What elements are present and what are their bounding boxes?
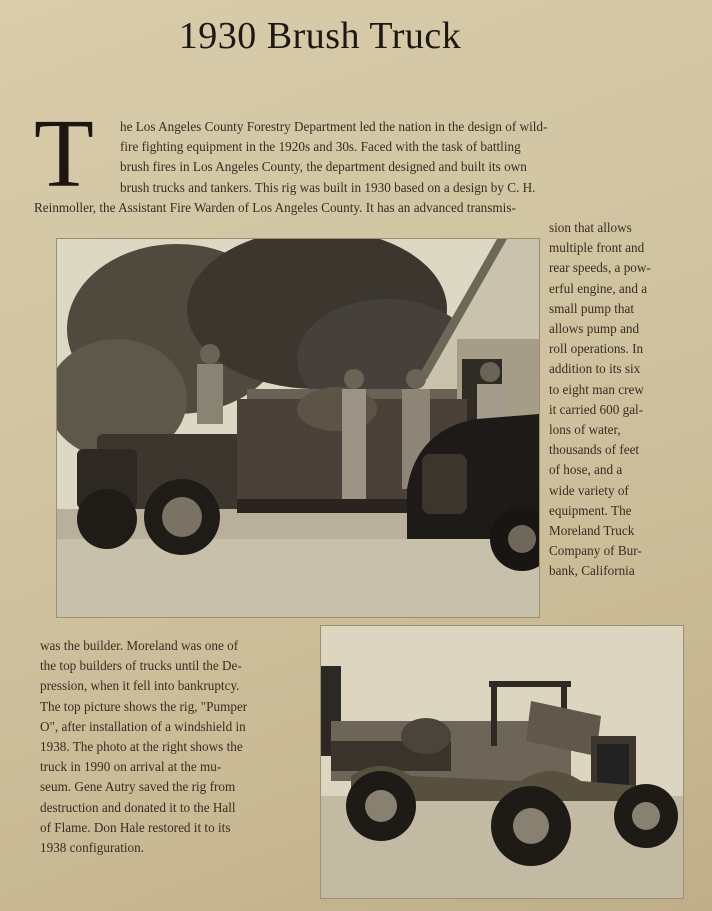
paragraph-1-intro — [120, 117, 680, 198]
top-photo-pumper-truck-1938 — [56, 238, 540, 618]
text-line: The top picture shows the rig, "Pumper — [40, 698, 248, 714]
paragraph-1-side-column — [549, 218, 689, 582]
text-line: brush trucks and tankers. This rig was built in 1930 based on a design by C. H. — [120, 179, 536, 195]
text-line: Reinmoller, the Assistant Fire Warden of Los Angeles County. It has an advanced transmis- — [34, 200, 516, 215]
text-line: seum. Gene Autry saved the rig from — [40, 779, 236, 795]
text-line: allows pump and — [549, 321, 640, 337]
text-line: multiple front and — [549, 240, 645, 256]
text-line: roll operations. In — [549, 341, 644, 357]
text-line: destruction and donated it to the Hall — [40, 799, 236, 815]
text-line: wide variety of — [549, 482, 629, 498]
text-line: rear speeds, a pow- — [549, 260, 651, 276]
text-line: he Los Angeles County Forestry Department led the nation in the design of wild- — [120, 119, 548, 134]
text-line: Moreland Truck — [549, 523, 635, 539]
paragraph-1-full-line — [34, 198, 684, 218]
text-line: of hose, and a — [549, 462, 623, 478]
text-line: sion that allows — [549, 220, 632, 235]
text-line: brush fires in Los Angeles County, the department designed and built its own — [120, 159, 527, 175]
text-line: thousands of feet — [549, 442, 640, 458]
text-line: fire fighting equipment in the 1920s and 30s. Faced with the task of battling — [120, 139, 521, 155]
text-line: truck in 1990 on arrival at the mu- — [40, 759, 222, 775]
text-line: was the builder. Moreland was one of — [40, 638, 239, 653]
text-line: the top builders of trucks until the De- — [40, 658, 242, 674]
text-line: 1938. The photo at the right shows the — [40, 739, 243, 755]
text-line: erful engine, and a — [549, 280, 648, 296]
text-line: equipment. The — [549, 502, 632, 518]
paragraph-2 — [40, 636, 312, 858]
page-title: 1930 Brush Truck — [178, 15, 462, 57]
bottom-photo-truck-1990 — [320, 625, 684, 899]
text-line: addition to its six — [549, 361, 641, 377]
text-line: to eight man crew — [549, 381, 644, 397]
text-line: it carried 600 gal- — [549, 401, 644, 417]
text-line: lons of water, — [549, 422, 621, 438]
text-line: of Flame. Don Hale restored it to its — [40, 819, 231, 835]
drop-cap: T — [34, 100, 94, 208]
text-line: pression, when it fell into bankruptcy. — [40, 678, 240, 694]
text-line: Company of Bur- — [549, 543, 642, 559]
text-line: O", after installation of a windshield in — [40, 718, 246, 734]
text-line: small pump that — [549, 300, 634, 316]
text-line: bank, California — [549, 563, 635, 579]
text-line: 1938 configuration. — [40, 840, 145, 856]
